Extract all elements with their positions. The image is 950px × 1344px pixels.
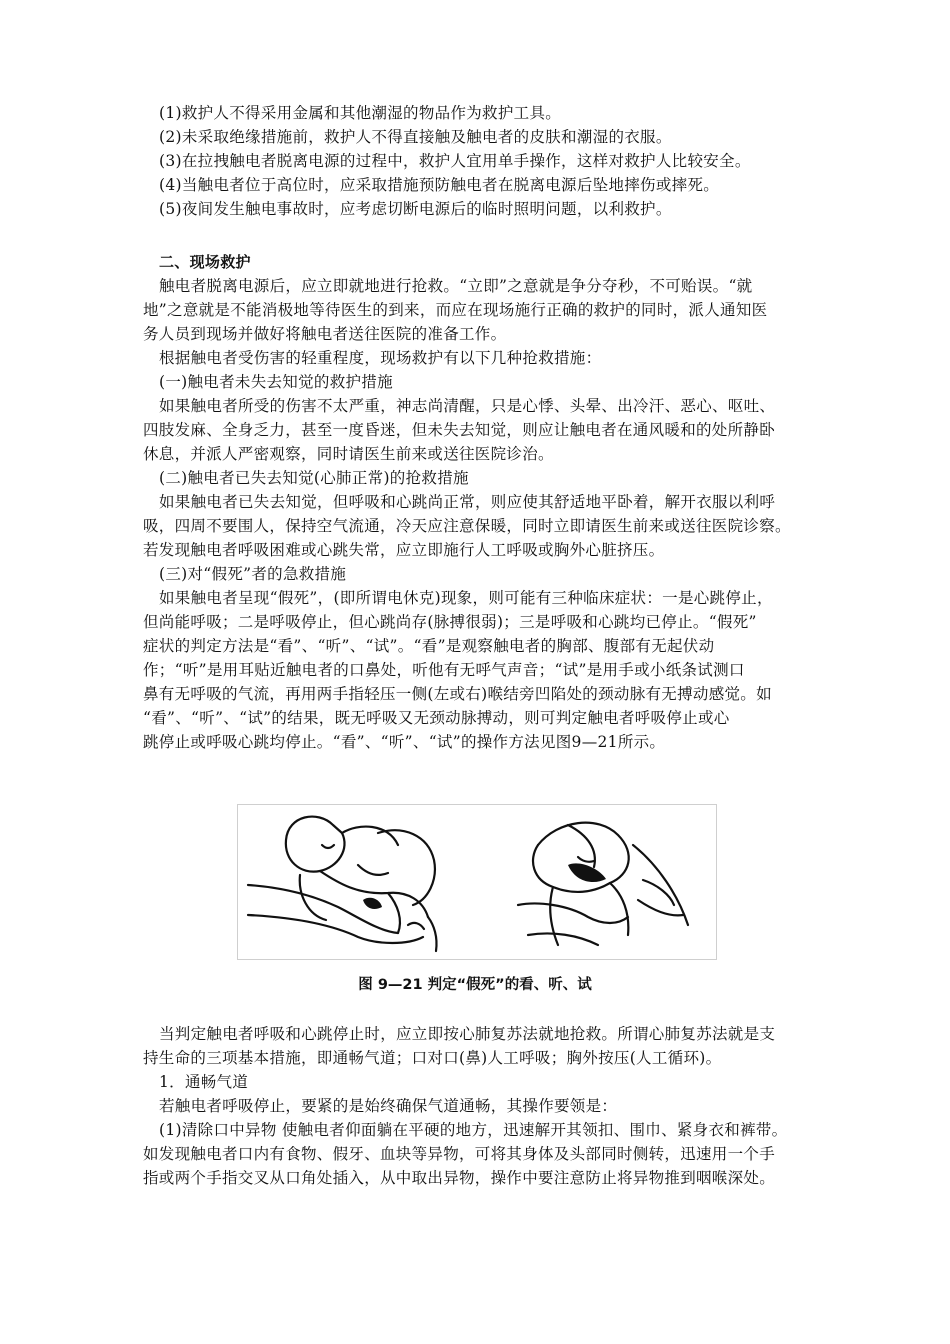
paragraph-line: 症状的判定方法是“看”、“听”、“试”。“看”是观察触电者的胸部、腹部有无起伏动 bbox=[143, 637, 715, 655]
paragraph-line: 休息，并派人严密观察，同时请医生前来或送往医院诊治。 bbox=[143, 445, 554, 463]
precaution-1: (1)救护人不得采用金属和其他潮湿的物品作为救护工具。 bbox=[159, 104, 562, 122]
section-heading: 二、现场救护 bbox=[159, 253, 251, 271]
paragraph-line: 指或两个手指交叉从口角处插入，从中取出异物，操作中要注意防止将异物推到咽喉深处。 bbox=[143, 1169, 776, 1187]
precaution-4: (4)当触电者位于高位时，应采取措施预防触电者在脱离电源后坠地摔伤或摔死。 bbox=[159, 176, 720, 194]
paragraph-line: 触电者脱离电源后，应立即就地进行抢救。“立即”之意就是争分夺秒，不可贻误。“就 bbox=[159, 277, 753, 295]
paragraph-line: 若触电者呼吸停止，要紧的是始终确保气道通畅，其操作要领是： bbox=[159, 1097, 618, 1115]
paragraph-line: 如发现触电者口内有食物、假牙、血块等异物，可将其身体及头部同时侧转，迅速用一个手 bbox=[143, 1145, 776, 1163]
cpr-check-illustration bbox=[238, 805, 716, 959]
paragraph-line: 根据触电者受伤害的轻重程度，现场救护有以下几种抢救措施： bbox=[159, 349, 602, 367]
paragraph-line: 跳停止或呼吸心跳均停止。“看”、“听”、“试”的操作方法见图9—21所示。 bbox=[143, 733, 666, 751]
paragraph-line: “看”、“听”、“试”的结果，既无呼吸又无颈动脉搏动，则可判定触电者呼吸停止或心 bbox=[143, 709, 730, 727]
paragraph-line: 如果触电者已失去知觉，但呼吸和心跳尚正常，则应使其舒适地平卧着，解开衣服以利呼 bbox=[159, 493, 776, 511]
paragraph-line: 作；“听”是用耳贴近触电者的口鼻处，听他有无呼气声音；“试”是用手或小纸条试测口 bbox=[143, 661, 745, 679]
paragraph-line: 持生命的三项基本措施，即通畅气道；口对口(鼻)人工呼吸；胸外按压(人工循环)。 bbox=[143, 1049, 722, 1067]
precaution-2: (2)未采取绝缘措施前，救护人不得直接触及触电者的皮肤和潮湿的衣服。 bbox=[159, 128, 672, 146]
paragraph-line: 四肢发麻、全身乏力，甚至一度昏迷，但未失去知觉，则应让触电者在通风暖和的处所静卧 bbox=[143, 421, 776, 439]
figure-caption: 图 9—21 判定“假死”的看、听、试 bbox=[358, 977, 592, 993]
section-cpr bbox=[143, 1022, 823, 1190]
precautions-list bbox=[143, 101, 823, 221]
subheading-2: (二)触电者已失去知觉(心肺正常)的抢救措施 bbox=[159, 469, 469, 487]
section-on-site-rescue bbox=[143, 250, 823, 754]
paragraph-line: 鼻有无呼吸的气流，再用两手指轻压一侧(左或右)喉结旁凹陷处的颈动脉有无搏动感觉。如 bbox=[143, 685, 772, 703]
subheading-1: (一)触电者未失去知觉的救护措施 bbox=[159, 373, 393, 391]
paragraph-line: 地”之意就是不能消极地等待医生的到来，而应在现场施行正确的救护的同时，派人通知医 bbox=[143, 301, 768, 319]
paragraph-line: 吸，四周不要围人，保持空气流通，冷天应注意保暖，同时立即请医生前来或送往医院诊察。 bbox=[143, 517, 791, 535]
subheading-3: (三)对“假死”者的急救措施 bbox=[159, 565, 347, 583]
paragraph-line: 若发现触电者呼吸困难或心跳失常，应立即施行人工呼吸或胸外心脏挤压。 bbox=[143, 541, 665, 559]
paragraph-line: (1)清除口中异物 使触电者仰面躺在平硬的地方，迅速解开其领扣、围巾、紧身衣和裤带。 bbox=[159, 1121, 788, 1139]
paragraph-line: 务人员到现场并做好将触电者送往医院的准备工作。 bbox=[143, 325, 507, 343]
figure-illustration bbox=[237, 804, 717, 960]
subheading-airway: 1．通畅气道 bbox=[159, 1073, 249, 1091]
paragraph-line: 但尚能呼吸；二是呼吸停止，但心跳尚存(脉搏很弱)；三是呼吸和心跳均已停止。“假死” bbox=[143, 613, 757, 631]
paragraph-line: 当判定触电者呼吸和心跳停止时，应立即按心肺复苏法就地抢救。所谓心肺复苏法就是支 bbox=[159, 1025, 776, 1043]
paragraph-line: 如果触电者呈现“假死”，(即所谓电休克)现象，则可能有三种临床症状：一是心跳停止， bbox=[159, 589, 773, 607]
precaution-3: (3)在拉拽触电者脱离电源的过程中，救护人宜用单手操作，这样对救护人比较安全。 bbox=[159, 152, 751, 170]
paragraph-line: 如果触电者所受的伤害不太严重，神志尚清醒，只是心悸、头晕、出冷汗、恶心、呕吐、 bbox=[159, 397, 776, 415]
precaution-5: (5)夜间发生触电事故时，应考虑切断电源后的临时照明问题，以利救护。 bbox=[159, 200, 672, 218]
